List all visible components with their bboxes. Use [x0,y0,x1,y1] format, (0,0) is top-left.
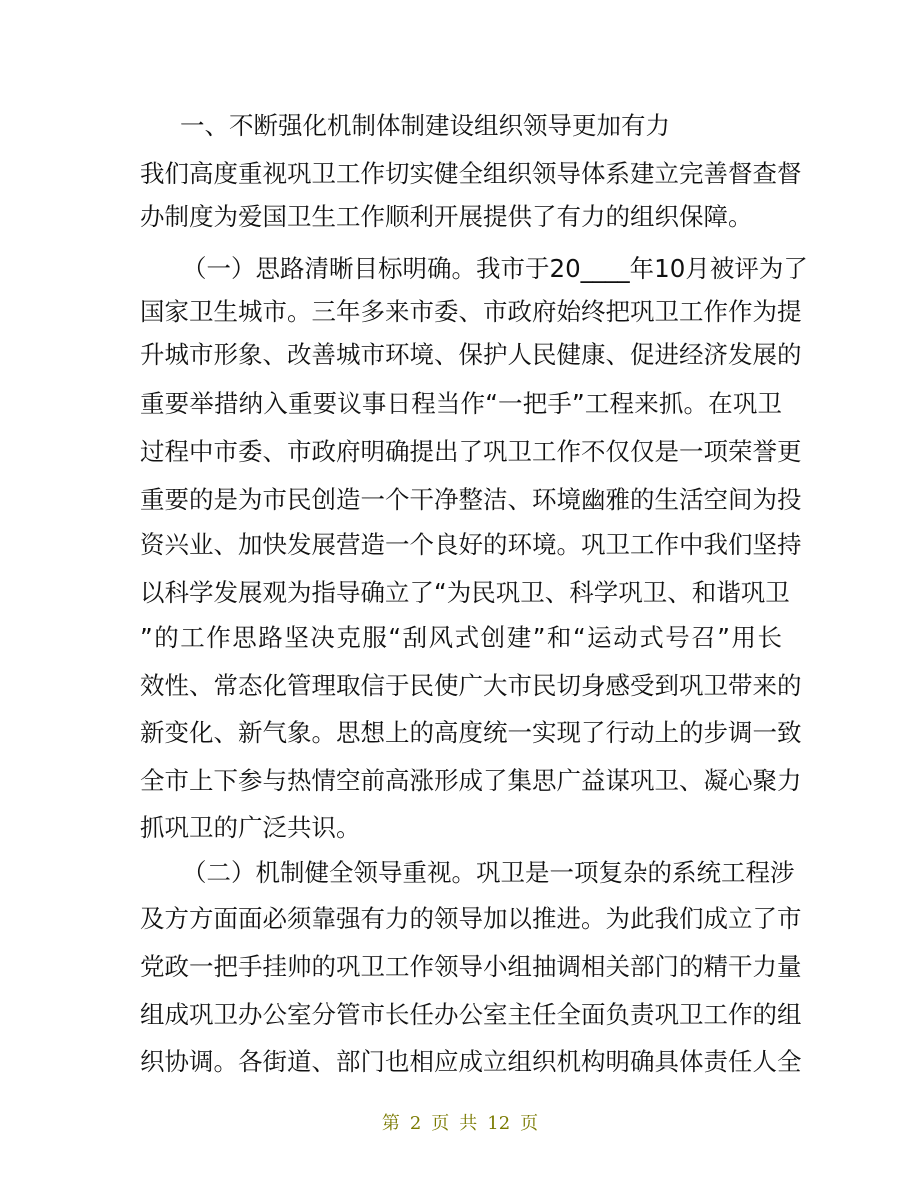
footer-ye: 页 [431,1113,450,1134]
subsection-heading-1: （一）思路清晰目标明确。我市于20____年10月被评为了 [182,254,808,283]
footer-current-page: 2 [409,1113,422,1134]
paragraph-line: 全市上下参与热情空前高涨形成了集思广益谋巩卫、凝心聚力 [140,766,802,795]
footer-total-pages: 12 [487,1113,511,1134]
paragraph-line: 办制度为爱国卫生工作顺利开展提供了有力的组织保障。 [140,202,753,231]
paragraph-line: 及方方面面必须靠强有力的领导加以推进。为此我们成立了市 [140,904,802,933]
paragraph-line: 织协调。各街道、部门也相应成立组织机构明确具体责任人全 [140,1047,802,1076]
paragraph-line: 过程中市委、市政府明确提出了巩卫工作不仅仅是一项荣誉更 [140,437,802,466]
footer-di: 第 [381,1113,400,1134]
section-heading: 一、不断强化机制体制建设组织领导更加有力 [180,111,670,140]
paragraph-line: 重要举措纳入重要议事日程当作“一把手”工程来抓。在巩卫 [140,389,782,418]
paragraph-line: 党政一把手挂帅的巩卫工作领导小组抽调相关部门的精干力量 [140,952,802,981]
footer-gong: 共 [459,1113,478,1134]
paragraph-line: 组成巩卫办公室分管市长任办公室主任全面负责巩卫工作的组 [140,1000,802,1029]
paragraph-line: 国家卫生城市。三年多来市委、市政府始终把巩卫工作作为提 [140,297,802,326]
paragraph-line: ”的工作思路坚决克服“刮风式创建”和“运动式号召”用长 [140,623,782,652]
paragraph-line: 新变化、新气象。思想上的高度统一实现了行动上的步调一致 [140,718,802,747]
paragraph-line: 效性、常态化管理取信于民使广大市民切身感受到巩卫带来的 [140,671,802,700]
paragraph-line: 资兴业、加快发展营造一个良好的环境。巩卫工作中我们坚持 [140,530,802,559]
footer-ye-2: 页 [520,1113,539,1134]
subsection-heading-2: （二）机制健全领导重视。巩卫是一项复杂的系统工程涉 [182,858,795,887]
paragraph-line: 以科学发展观为指导确立了“为民巩卫、科学巩卫、和谐巩卫 [140,578,790,607]
paragraph-line: 我们高度重视巩卫工作切实健全组织领导体系建立完善督查督 [140,159,802,188]
paragraph-line: 升城市形象、改善城市环境、保护人民健康、促进经济发展的 [140,340,802,369]
paragraph-line: 抓巩卫的广泛共识。 [140,813,361,842]
paragraph-line: 重要的是为市民创造一个干净整洁、环境幽雅的生活空间为投 [140,485,802,514]
page-footer [0,1112,920,1136]
